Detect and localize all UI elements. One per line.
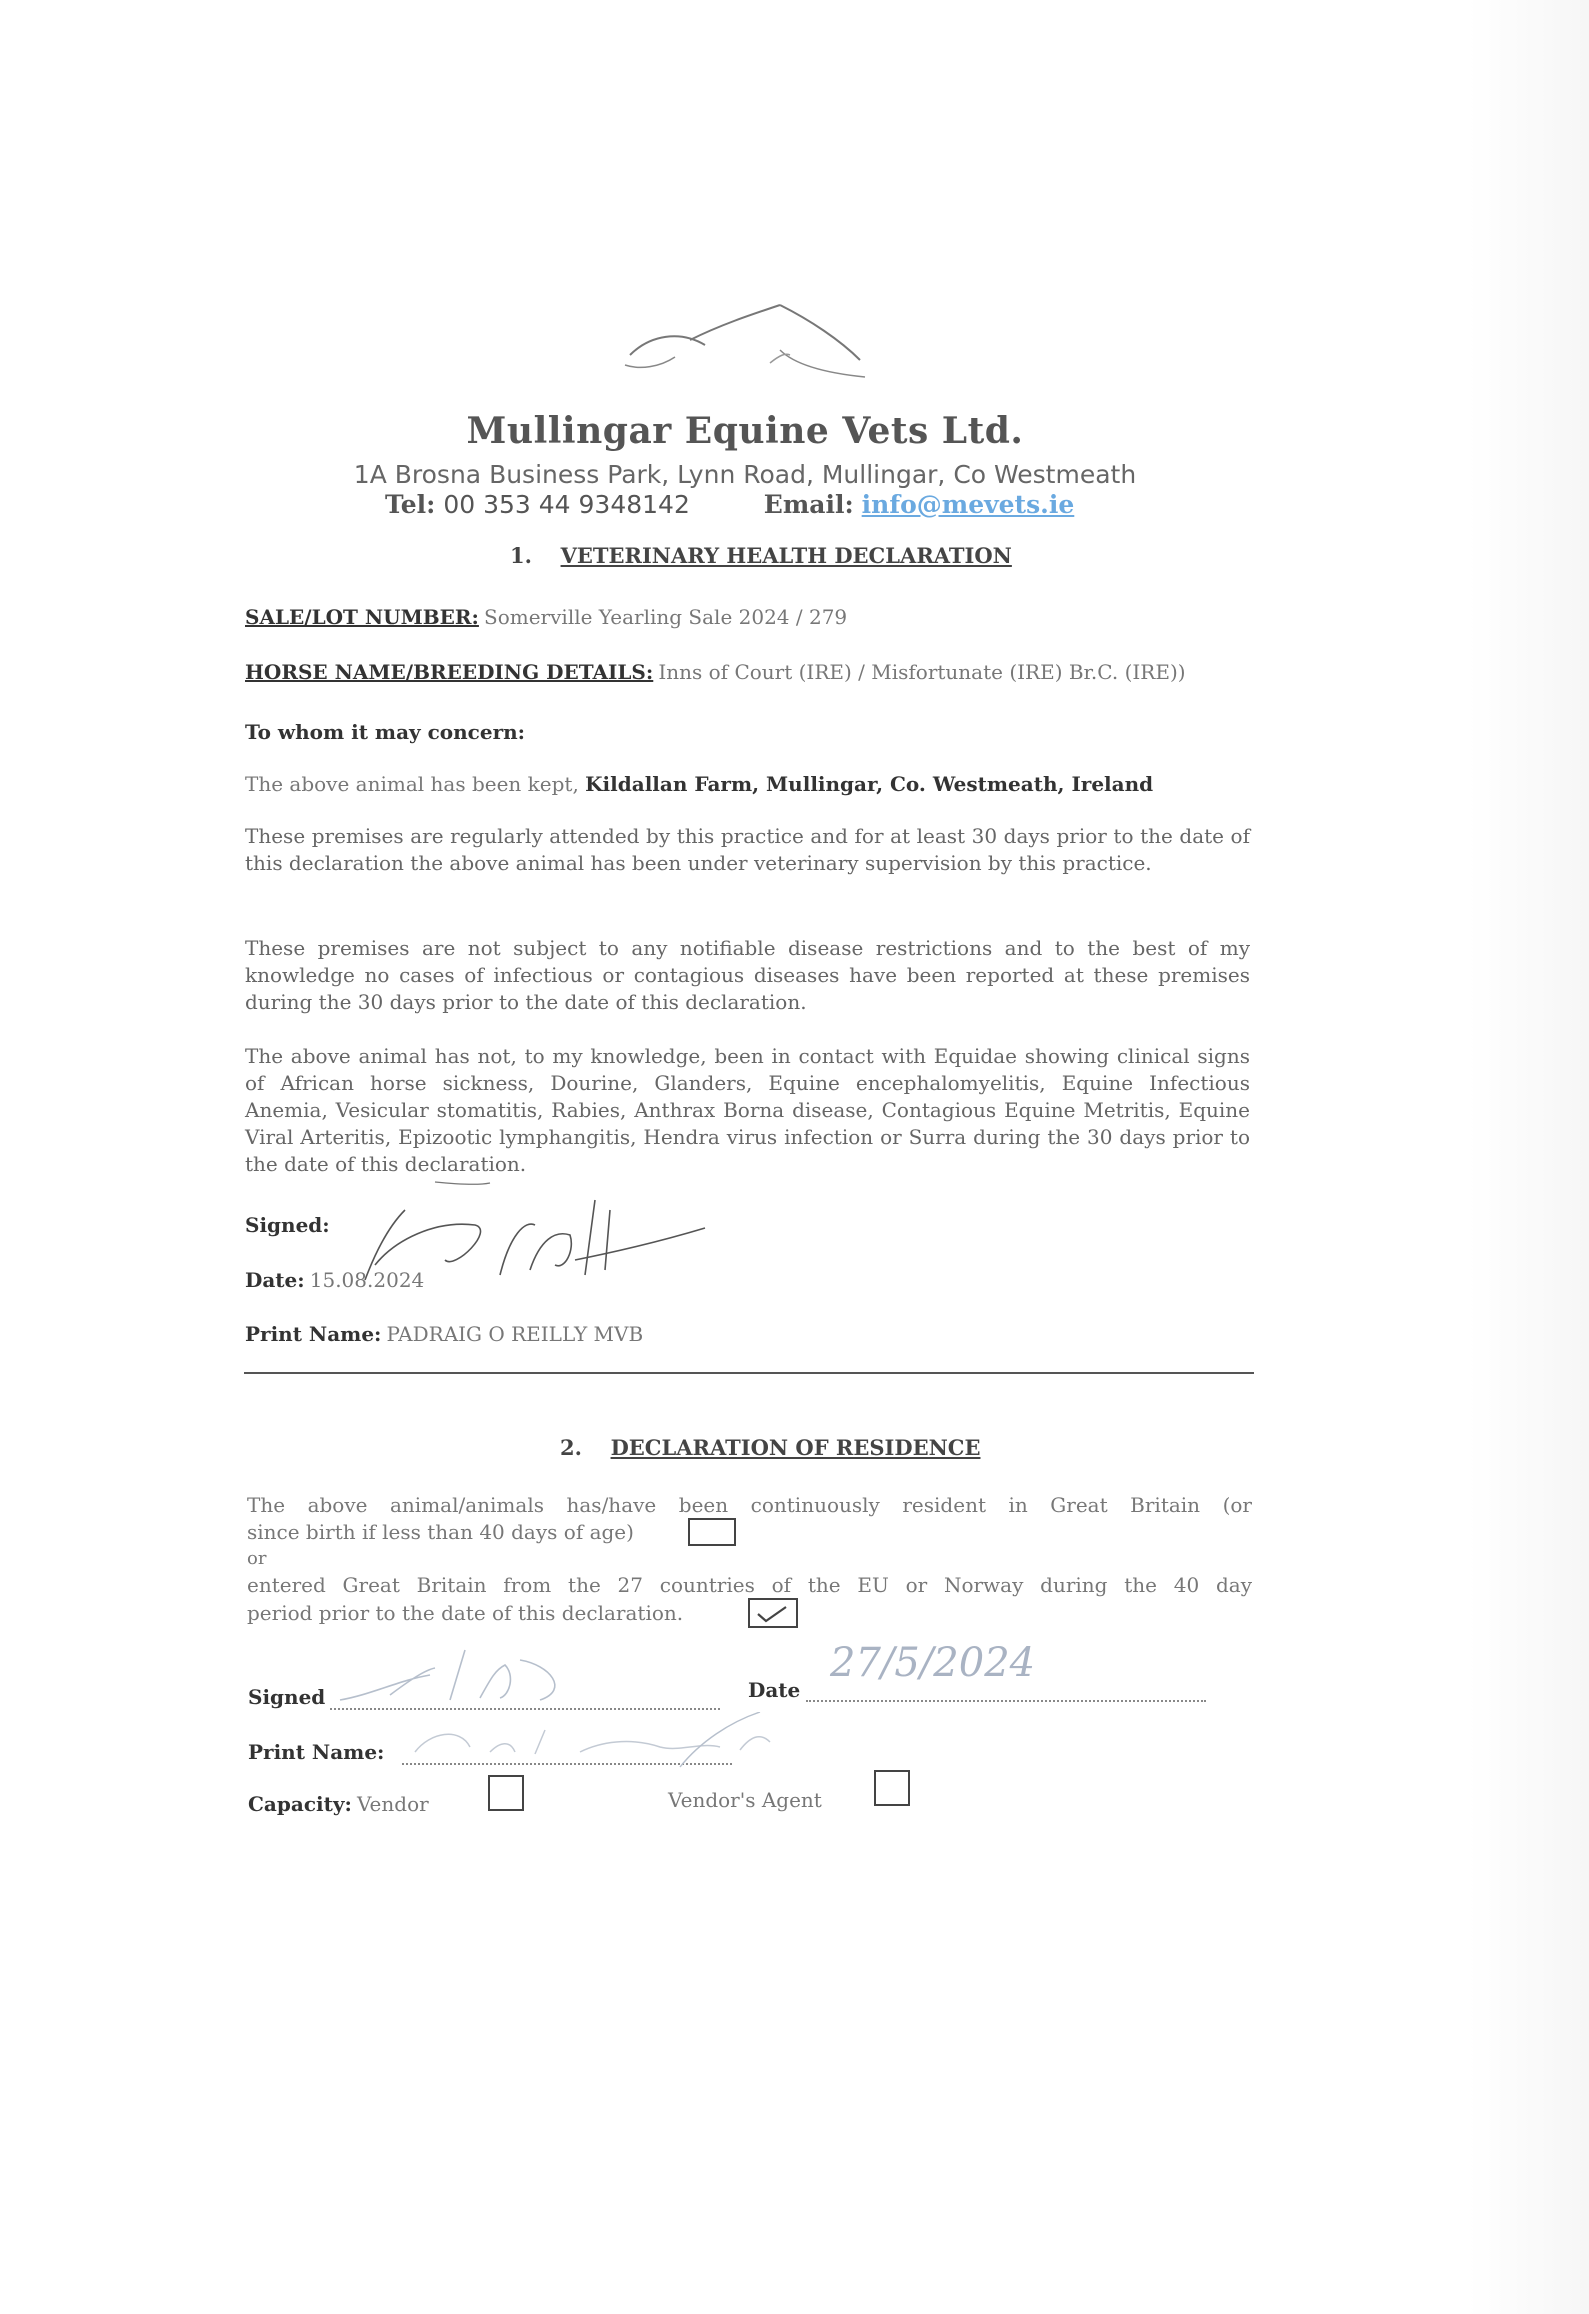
- declaration-paragraph-3: The above animal has not, to my knowledge, been in contact with Equidae showing clinical signs of African horse sickness, Dourine, Glanders, Equine encephalomyelitis, Equine Infectious Anemia, Vesicular stomatitis, Rabies, Anthrax Borna disease, Contagious Equine Metritis, Equine Viral Arteritis, Epizootic lymphangitis, Hendra virus infection or Surra during the 30 days prior to the date of this declaration.: [245, 1044, 1250, 1176]
- tel-value: 00 353 44 9348142: [443, 490, 690, 519]
- vendors-agent-checkbox[interactable]: [874, 1770, 910, 1806]
- horse-details-label: HORSE NAME/BREEDING DETAILS:: [245, 660, 654, 684]
- residence-line-4: period prior to the date of this declaration.: [247, 1601, 684, 1625]
- horse-details-value: Inns of Court (IRE) / Misfortunate (IRE) Br.C. (IRE)): [658, 660, 1186, 684]
- vendor-checkbox[interactable]: [488, 1775, 524, 1811]
- section2-title: [560, 1435, 981, 1460]
- vet-date-value: 15.08.2024: [309, 1268, 425, 1292]
- owner-print-name-handwriting-icon: [400, 1712, 790, 1772]
- kept-location: Kildallan Farm, Mullingar, Co. Westmeath, Ireland: [585, 772, 1154, 796]
- declaration-paragraph-2: These premises are not subject to any notifiable disease restrictions and to the best of my knowledge no cases of infectious or contagious diseases have been reported at these premises during the 30 days prior to the date of this declaration.: [245, 936, 1250, 1014]
- email-label: Email:: [763, 490, 854, 519]
- residence-or: or: [247, 1548, 267, 1569]
- company-address: 1A Brosna Business Park, Lynn Road, Mullingar, Co Westmeath: [353, 460, 1137, 489]
- section2-heading: DECLARATION OF RESIDENCE: [610, 1435, 981, 1460]
- vet-print-name-value: PADRAIG O REILLY MVB: [386, 1322, 644, 1346]
- email-link[interactable]: info@mevets.ie: [861, 490, 1075, 519]
- owner-signature-icon: [330, 1640, 630, 1715]
- owner-date-line[interactable]: [806, 1700, 1206, 1702]
- section2-number: 2.: [560, 1435, 582, 1460]
- kept-text: The above animal has been kept,: [245, 772, 579, 796]
- sale-lot-label: SALE/LOT NUMBER:: [245, 605, 479, 629]
- kept-line: [245, 772, 1153, 796]
- section1-heading: VETERINARY HEALTH DECLARATION: [560, 543, 1012, 568]
- greeting: To whom it may concern:: [245, 720, 526, 744]
- scan-edge-shading: [1468, 0, 1589, 2314]
- declaration-paragraph-1: These premises are regularly attended by this practice and for at least 30 days prior to the date of this declaration the above animal has been under veterinary supervision by this practice.: [245, 824, 1250, 875]
- horse-logo-icon: [610, 295, 870, 385]
- section-divider: [244, 1372, 1254, 1374]
- residence-line-3: entered Great Britain from the 27 countries of the EU or Norway during the 40 day: [247, 1573, 1252, 1597]
- owner-date-label: Date: [748, 1678, 801, 1702]
- contact-line: [385, 490, 1074, 519]
- vendor-label: Vendor: [356, 1792, 429, 1816]
- section1-title: [510, 543, 1012, 568]
- owner-signed-label: Signed: [248, 1685, 326, 1709]
- owner-print-name-label: Print Name:: [248, 1740, 385, 1764]
- sale-lot-value: Somerville Yearling Sale 2024 / 279: [484, 605, 848, 629]
- company-name: Mullingar Equine Vets Ltd.: [466, 410, 1024, 452]
- section1-number: 1.: [510, 543, 532, 568]
- entered-gb-checkbox[interactable]: [748, 1598, 798, 1628]
- vet-print-name-row: [245, 1322, 643, 1346]
- owner-date-handwritten: 27/5/2024: [830, 1640, 1036, 1686]
- vet-date-label: Date:: [245, 1268, 305, 1292]
- resident-since-birth-checkbox[interactable]: [688, 1518, 736, 1546]
- capacity-row: [248, 1792, 429, 1816]
- horse-details-row: [245, 660, 1186, 684]
- vendors-agent-label: Vendor's Agent: [668, 1788, 822, 1812]
- residence-line-1: The above animal/animals has/have been continuously resident in Great Britain (or: [247, 1493, 1252, 1517]
- residence-line-2: since birth if less than 40 days of age): [247, 1520, 634, 1544]
- vet-print-name-label: Print Name:: [245, 1322, 382, 1346]
- tel-label: Tel:: [385, 490, 436, 519]
- sale-lot-row: [245, 605, 847, 629]
- vet-date-row: [245, 1268, 424, 1292]
- capacity-label: Capacity:: [248, 1792, 352, 1816]
- vet-signed-label: Signed:: [245, 1213, 330, 1237]
- checkmark-icon: [750, 1600, 796, 1626]
